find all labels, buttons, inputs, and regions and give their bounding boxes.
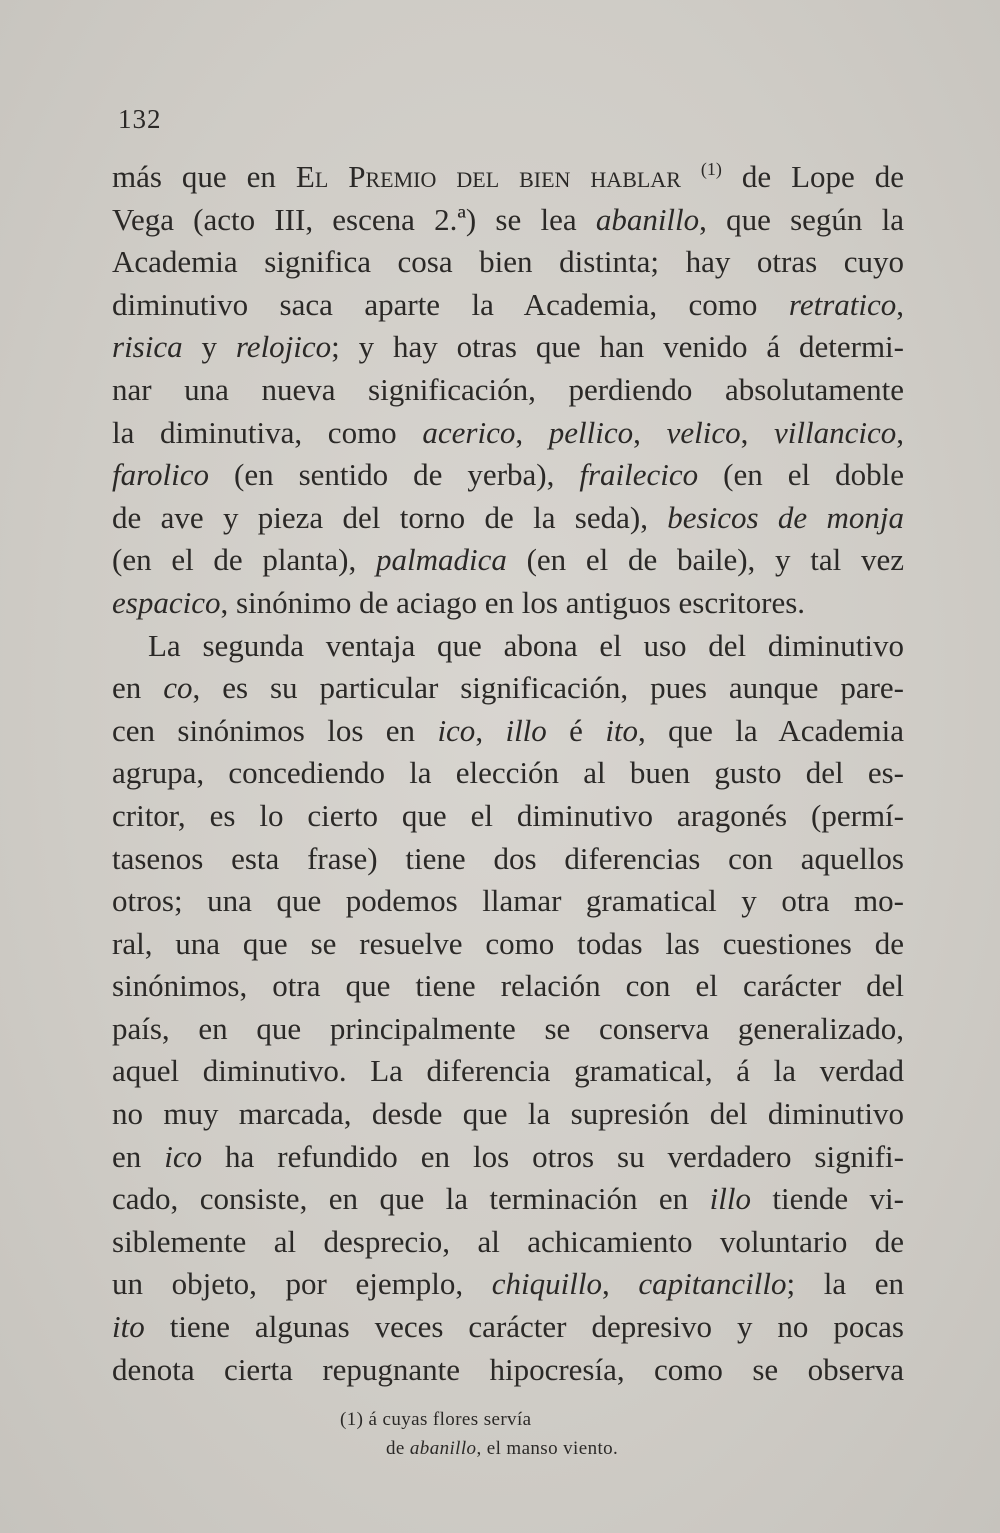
- text-line: [112, 1263, 904, 1306]
- text-run: , sinónimo de aciago en los antiguos escritores.: [220, 584, 806, 620]
- text-run: (en sentido de yerba),: [209, 457, 580, 493]
- text-run: sinónimos, otra que tiene relación con el carácter del: [112, 968, 904, 1004]
- text-line: [112, 539, 904, 582]
- footnote-line: [340, 1434, 720, 1463]
- text-run: en: [112, 670, 164, 706]
- italic-term: espacico: [112, 584, 221, 620]
- text-run: la diminutiva, como: [112, 414, 423, 450]
- text-run: y: [182, 329, 236, 365]
- italic-term: abanillo: [409, 1438, 477, 1459]
- text-line: [112, 795, 904, 838]
- text-run: é: [546, 712, 606, 748]
- footnote: [340, 1405, 720, 1463]
- text-line: [112, 1221, 904, 1264]
- text-run: país, en que principalmente se conserva generalizado,: [112, 1010, 904, 1046]
- text-run: siblemente al desprecio, al achicamiento voluntario de: [112, 1223, 904, 1259]
- text-line: [112, 326, 904, 369]
- footnote-line: [340, 1405, 720, 1434]
- text-line: [112, 199, 904, 242]
- text-line: [112, 497, 904, 540]
- text-run: más que en: [112, 159, 296, 194]
- italic-term: ico: [437, 712, 476, 748]
- text-run: ral, una que se resuelve como todas las cuestiones de: [112, 925, 904, 961]
- text-line: [112, 838, 904, 881]
- italic-term: acerico: [422, 414, 516, 450]
- text-line: [112, 1178, 904, 1221]
- text-run: de ave y pieza del torno de la seda),: [112, 499, 668, 535]
- text-run: ha refundido en los otros su verdadero signifi-: [202, 1138, 904, 1174]
- italic-term: velico: [666, 414, 741, 450]
- text-run: cen sinónimos los en: [112, 712, 438, 748]
- text-line: [112, 1306, 904, 1349]
- italic-term: illo: [709, 1181, 751, 1217]
- text-run: nar una nueva significación, perdiendo absolutamente: [112, 371, 904, 407]
- text-run: , es su particular significación, pues aunque pare-: [192, 670, 904, 706]
- italic-term: frailecico: [579, 457, 699, 493]
- text-line: [112, 1349, 904, 1392]
- text-run: diminutivo saca aparte la Academia, como: [112, 286, 789, 322]
- text-run: de: [386, 1438, 410, 1459]
- italic-term: ito: [112, 1309, 145, 1345]
- paragraph-start-line: [112, 625, 904, 668]
- text-run: tasenos esta frase) tiene dos diferencias con aquellos: [112, 840, 904, 876]
- text-line: [112, 284, 904, 327]
- text-line: [112, 1093, 904, 1136]
- text-run: cado, consiste, en que la terminación en: [112, 1181, 710, 1217]
- text-line: [112, 1050, 904, 1093]
- text-run: aquel diminutivo. La diferencia gramatical, á la verdad: [112, 1053, 904, 1089]
- small-caps-title: El Premio del bien hablar: [295, 159, 681, 194]
- text-run: ; y hay otras que han venido á determi-: [331, 329, 904, 365]
- text-line: [112, 582, 904, 625]
- text-line: [112, 965, 904, 1008]
- text-line: [112, 710, 904, 753]
- text-run: La segunda ventaja que abona el uso del diminutivo: [148, 627, 904, 663]
- text-run: ,: [896, 286, 904, 322]
- text-run: [681, 159, 701, 194]
- text-line: [112, 412, 904, 455]
- page-number: 132: [118, 104, 162, 134]
- italic-term: farolico: [112, 457, 210, 493]
- body-text: [112, 148, 904, 1391]
- text-line: [112, 667, 904, 710]
- italic-term: abanillo: [595, 201, 700, 237]
- text-line: [112, 241, 904, 284]
- text-run: ; la en: [786, 1266, 905, 1302]
- text-run: critor, es lo cierto que el diminutivo aragonés (permí-: [112, 797, 904, 833]
- italic-term: co: [163, 670, 193, 706]
- text-line: [112, 1008, 904, 1051]
- text-run: ,: [633, 414, 667, 450]
- text-run: otros; una que podemos llamar gramatical y otra mo-: [112, 883, 904, 919]
- text-run: ,: [740, 414, 775, 450]
- italic-term: retratico: [788, 286, 897, 322]
- text-line: [112, 148, 904, 199]
- italic-term: risica: [112, 329, 183, 365]
- text-run: ,: [896, 414, 905, 450]
- italic-term: capitancillo: [638, 1266, 787, 1302]
- text-line: [112, 880, 904, 923]
- italic-term: relojico: [235, 329, 332, 365]
- text-run: en: [112, 1138, 165, 1174]
- text-line: [112, 1136, 904, 1179]
- italic-term: ico: [164, 1138, 203, 1174]
- text-run: (en el de planta),: [112, 542, 376, 578]
- text-run: no muy marcada, desde que la supresión del diminutivo: [112, 1096, 904, 1132]
- footnote-marker: (1): [700, 159, 722, 179]
- text-run: Academia significa cosa bien distinta; hay otras cuyo: [112, 244, 904, 280]
- text-run: de Lope de: [721, 159, 905, 194]
- text-run: , el manso viento.: [476, 1438, 619, 1459]
- italic-term: illo: [505, 712, 547, 748]
- text-run: tiene algunas veces carácter depresivo y no pocas: [144, 1309, 904, 1345]
- text-line: [112, 454, 904, 497]
- text-run: denota cierta repugnante hipocresía, como se observa: [112, 1351, 904, 1387]
- text-run: (en el de baile), y tal vez: [506, 542, 904, 578]
- text-run: , que la Academia: [638, 712, 905, 748]
- italic-term: villancico: [774, 414, 897, 450]
- text-run: tiende vi-: [750, 1181, 904, 1217]
- text-run: Vega (acto III, escena 2.ª) se lea: [112, 201, 596, 237]
- text-run: ,: [515, 414, 549, 450]
- text-run: (1) á cuyas flores servía: [340, 1409, 532, 1430]
- italic-term: besicos de monja: [667, 499, 904, 535]
- text-run: ,: [601, 1266, 639, 1302]
- text-run: ,: [475, 712, 506, 748]
- text-run: (en el doble: [698, 457, 905, 493]
- text-run: , que según la: [699, 201, 904, 237]
- text-line: [112, 369, 904, 412]
- text-line: [112, 752, 904, 795]
- text-run: agrupa, concediendo la elección al buen gusto del es-: [112, 755, 904, 791]
- italic-term: palmadica: [375, 542, 507, 578]
- italic-term: chiquillo: [491, 1266, 602, 1302]
- text-run: un objeto, por ejemplo,: [112, 1266, 492, 1302]
- text-line: [112, 923, 904, 966]
- italic-term: ito: [605, 712, 639, 748]
- italic-term: pellico: [548, 414, 634, 450]
